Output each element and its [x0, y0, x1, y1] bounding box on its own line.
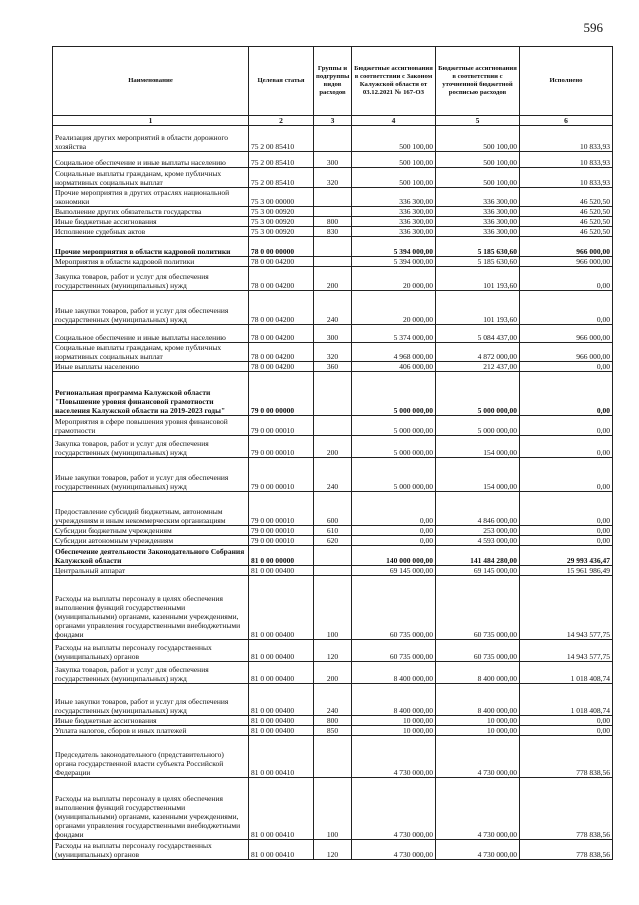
row-target-article: 78 0 00 04200: [249, 343, 314, 362]
row-law-allocation: 336 300,00: [352, 217, 436, 227]
row-revised-allocation: 5 084 437,00: [436, 325, 520, 343]
row-revised-allocation: 212 437,00: [436, 362, 520, 372]
row-revised-allocation: 500 100,00: [436, 168, 520, 188]
row-law-allocation: 5 000 000,00: [352, 372, 436, 416]
row-target-article: 75 2 00 85410: [249, 152, 314, 168]
header-law-allocations: Бюджетные ассигнования в соответствии с Законом Калужской области от 03.12.2021 № 167-ОЗ: [352, 47, 436, 116]
row-executed: 46 520,50: [520, 188, 613, 207]
row-law-allocation: 336 300,00: [352, 227, 436, 237]
row-law-allocation: 4 730 000,00: [352, 840, 436, 860]
row-executed: 46 520,50: [520, 227, 613, 237]
row-name: Расходы на выплаты персоналу в целях обеспечения выполнения функций государственными (муниципальными) органами, казенными учреждениями, органами управления государственными внебюджетными фондами: [53, 778, 249, 840]
row-expense-group: 610: [314, 526, 352, 536]
row-executed: 0,00: [520, 291, 613, 325]
row-target-article: 79 0 00 00000: [249, 372, 314, 416]
row-executed: 0,00: [520, 416, 613, 436]
table-row: [53, 325, 613, 343]
row-revised-allocation: 101 193,60: [436, 267, 520, 291]
header-expense-group: Группы и подгруппы видов расходов: [314, 47, 352, 116]
row-name: Региональная программа Калужской области "Повышение уровня финансовой грамотности населения Калужской области на 2019-2023 годы": [53, 372, 249, 416]
row-expense-group: [314, 416, 352, 436]
table-row: [53, 546, 613, 566]
row-target-article: 79 0 00 00010: [249, 492, 314, 526]
row-revised-allocation: 5 000 000,00: [436, 372, 520, 416]
row-target-article: 78 0 00 04200: [249, 291, 314, 325]
row-executed: 966 000,00: [520, 325, 613, 343]
row-target-article: 81 0 00 00400: [249, 662, 314, 684]
row-executed: 0,00: [520, 436, 613, 458]
table-row: [53, 207, 613, 217]
row-executed: 46 520,50: [520, 217, 613, 227]
row-name: Центральный аппарат: [53, 566, 249, 576]
table-row: [53, 778, 613, 840]
row-target-article: 75 3 00 00920: [249, 207, 314, 217]
row-executed: 0,00: [520, 492, 613, 526]
row-executed: 966 000,00: [520, 237, 613, 257]
row-name: Прочие мероприятия в области кадровой политики: [53, 237, 249, 257]
row-name: Субсидии бюджетным учреждениям: [53, 526, 249, 536]
row-revised-allocation: 10 000,00: [436, 716, 520, 726]
row-law-allocation: 5 394 000,00: [352, 257, 436, 267]
row-revised-allocation: 60 735 000,00: [436, 640, 520, 662]
row-name: Иные закупки товаров, работ и услуг для обеспечения государственных (муниципальных) нужд: [53, 684, 249, 716]
row-law-allocation: 60 735 000,00: [352, 576, 436, 640]
table-row: [53, 436, 613, 458]
header-row: [53, 47, 613, 116]
row-name: Социальное обеспечение и иные выплаты населению: [53, 152, 249, 168]
row-law-allocation: 4 730 000,00: [352, 736, 436, 778]
row-expense-group: 200: [314, 436, 352, 458]
row-name: Мероприятия в области кадровой политики: [53, 257, 249, 267]
table-row: [53, 458, 613, 492]
row-target-article: 78 0 00 04200: [249, 362, 314, 372]
row-expense-group: [314, 237, 352, 257]
table-row: [53, 126, 613, 152]
row-target-article: 75 3 00 00920: [249, 217, 314, 227]
row-expense-group: [314, 257, 352, 267]
table-row: [53, 840, 613, 860]
column-number: 2: [249, 116, 314, 126]
row-law-allocation: 500 100,00: [352, 152, 436, 168]
row-executed: 0,00: [520, 458, 613, 492]
row-target-article: 75 2 00 85410: [249, 168, 314, 188]
table-row: [53, 736, 613, 778]
row-executed: 0,00: [520, 372, 613, 416]
row-name: Исполнение судебных актов: [53, 227, 249, 237]
row-revised-allocation: 5 000 000,00: [436, 416, 520, 436]
row-revised-allocation: 253 000,00: [436, 526, 520, 536]
row-name: Расходы на выплаты персоналу государственных (муниципальных) органов: [53, 640, 249, 662]
table-row: [53, 152, 613, 168]
row-law-allocation: 10 000,00: [352, 716, 436, 726]
row-target-article: 78 0 00 04200: [249, 325, 314, 343]
row-name: Иные закупки товаров, работ и услуг для обеспечения государственных (муниципальных) нужд: [53, 458, 249, 492]
row-revised-allocation: 154 000,00: [436, 458, 520, 492]
row-law-allocation: 5 000 000,00: [352, 436, 436, 458]
row-revised-allocation: 336 300,00: [436, 217, 520, 227]
row-law-allocation: 5 394 000,00: [352, 237, 436, 257]
row-revised-allocation: 4 872 000,00: [436, 343, 520, 362]
row-name: Закупка товаров, работ и услуг для обеспечения государственных (муниципальных) нужд: [53, 267, 249, 291]
table-row: [53, 362, 613, 372]
row-expense-group: 620: [314, 536, 352, 546]
row-target-article: 79 0 00 00010: [249, 416, 314, 436]
row-expense-group: [314, 126, 352, 152]
row-name: Председатель законодательного (представительного) органа государственной власти субъекта Российской Федерации: [53, 736, 249, 778]
row-revised-allocation: 500 100,00: [436, 152, 520, 168]
row-expense-group: 200: [314, 662, 352, 684]
table-row: [53, 566, 613, 576]
row-executed: 0,00: [520, 362, 613, 372]
row-executed: 778 838,56: [520, 736, 613, 778]
row-target-article: 75 3 00 00000: [249, 188, 314, 207]
row-expense-group: 240: [314, 684, 352, 716]
row-name: Выполнение других обязательств государства: [53, 207, 249, 217]
row-law-allocation: 5 000 000,00: [352, 458, 436, 492]
row-expense-group: 800: [314, 716, 352, 726]
row-name: Прочие мероприятия в других отраслях национальной экономики: [53, 188, 249, 207]
row-revised-allocation: 500 100,00: [436, 126, 520, 152]
table-row: [53, 168, 613, 188]
row-law-allocation: 8 400 000,00: [352, 684, 436, 716]
row-name: Социальные выплаты гражданам, кроме публичных нормативных социальных выплат: [53, 343, 249, 362]
row-executed: 778 838,56: [520, 840, 613, 860]
row-expense-group: [314, 546, 352, 566]
page-number: 596: [583, 20, 603, 35]
column-number: 1: [53, 116, 249, 126]
table-row: [53, 536, 613, 546]
row-expense-group: [314, 736, 352, 778]
row-target-article: 81 0 00 00400: [249, 576, 314, 640]
row-name: Предоставление субсидий бюджетным, автономным учреждениям и иным некоммерческим организациям: [53, 492, 249, 526]
row-law-allocation: 4 730 000,00: [352, 778, 436, 840]
row-name: Социальное обеспечение и иные выплаты населению: [53, 325, 249, 343]
row-target-article: 81 0 00 00410: [249, 840, 314, 860]
column-number: 5: [436, 116, 520, 126]
table-row: [53, 662, 613, 684]
row-revised-allocation: 5 185 630,60: [436, 237, 520, 257]
row-target-article: 79 0 00 00010: [249, 458, 314, 492]
column-number: 6: [520, 116, 613, 126]
row-law-allocation: 500 100,00: [352, 126, 436, 152]
row-expense-group: 600: [314, 492, 352, 526]
row-revised-allocation: 69 145 000,00: [436, 566, 520, 576]
row-name: Закупка товаров, работ и услуг для обеспечения государственных (муниципальных) нужд: [53, 436, 249, 458]
column-number: 3: [314, 116, 352, 126]
row-executed: 0,00: [520, 726, 613, 736]
table-row: [53, 372, 613, 416]
row-law-allocation: 406 000,00: [352, 362, 436, 372]
row-law-allocation: 0,00: [352, 536, 436, 546]
row-revised-allocation: 4 846 000,00: [436, 492, 520, 526]
row-expense-group: 100: [314, 576, 352, 640]
row-expense-group: 800: [314, 217, 352, 227]
row-executed: 14 943 577,75: [520, 576, 613, 640]
row-expense-group: 300: [314, 325, 352, 343]
row-name: Мероприятия в сфере повышения уровня финансовой грамотности: [53, 416, 249, 436]
row-target-article: 79 0 00 00010: [249, 436, 314, 458]
table-row: [53, 716, 613, 726]
row-executed: 966 000,00: [520, 343, 613, 362]
row-law-allocation: 20 000,00: [352, 267, 436, 291]
row-law-allocation: 336 300,00: [352, 188, 436, 207]
row-law-allocation: 10 000,00: [352, 726, 436, 736]
row-target-article: 75 3 00 00920: [249, 227, 314, 237]
row-revised-allocation: 336 300,00: [436, 227, 520, 237]
row-expense-group: 120: [314, 840, 352, 860]
row-name: Закупка товаров, работ и услуг для обеспечения государственных (муниципальных) нужд: [53, 662, 249, 684]
row-target-article: 79 0 00 00010: [249, 536, 314, 546]
header-executed: Исполнено: [520, 47, 613, 116]
row-executed: 14 943 577,75: [520, 640, 613, 662]
row-name: Расходы на выплаты персоналу в целях обеспечения выполнения функций государственными (муниципальными) органами, казенными учреждениями, органами управления государственными внебюджетными фондами: [53, 576, 249, 640]
row-target-article: 78 0 00 04200: [249, 257, 314, 267]
table-row: [53, 526, 613, 536]
row-executed: 0,00: [520, 716, 613, 726]
row-revised-allocation: 4 730 000,00: [436, 840, 520, 860]
row-target-article: 81 0 00 00410: [249, 778, 314, 840]
row-expense-group: 300: [314, 152, 352, 168]
row-target-article: 81 0 00 00400: [249, 684, 314, 716]
row-executed: 15 961 986,49: [520, 566, 613, 576]
row-law-allocation: 4 968 000,00: [352, 343, 436, 362]
header-name: Наименование: [53, 47, 249, 116]
row-law-allocation: 60 735 000,00: [352, 640, 436, 662]
row-executed: 29 993 436,47: [520, 546, 613, 566]
table-row: [53, 217, 613, 227]
row-revised-allocation: 336 300,00: [436, 188, 520, 207]
table-row: [53, 416, 613, 436]
row-expense-group: 240: [314, 458, 352, 492]
row-revised-allocation: 8 400 000,00: [436, 662, 520, 684]
row-law-allocation: 69 145 000,00: [352, 566, 436, 576]
row-expense-group: 830: [314, 227, 352, 237]
row-revised-allocation: 4 730 000,00: [436, 778, 520, 840]
row-law-allocation: 140 000 000,00: [352, 546, 436, 566]
row-expense-group: 360: [314, 362, 352, 372]
row-revised-allocation: 60 735 000,00: [436, 576, 520, 640]
row-revised-allocation: 336 300,00: [436, 207, 520, 217]
row-executed: 1 018 408,74: [520, 662, 613, 684]
row-executed: 46 520,50: [520, 207, 613, 217]
row-law-allocation: 0,00: [352, 492, 436, 526]
table-row: [53, 291, 613, 325]
row-law-allocation: 20 000,00: [352, 291, 436, 325]
row-executed: 0,00: [520, 526, 613, 536]
row-revised-allocation: 154 000,00: [436, 436, 520, 458]
row-name: Реализация других мероприятий в области дорожного хозяйства: [53, 126, 249, 152]
table-row: [53, 684, 613, 716]
row-law-allocation: 500 100,00: [352, 168, 436, 188]
row-executed: 0,00: [520, 267, 613, 291]
row-target-article: 75 2 00 85410: [249, 126, 314, 152]
row-expense-group: 320: [314, 343, 352, 362]
row-expense-group: 120: [314, 640, 352, 662]
row-target-article: 78 0 00 00000: [249, 237, 314, 257]
row-executed: 966 000,00: [520, 257, 613, 267]
table-row: [53, 343, 613, 362]
row-revised-allocation: 4 730 000,00: [436, 736, 520, 778]
row-revised-allocation: 4 593 000,00: [436, 536, 520, 546]
row-law-allocation: 5 000 000,00: [352, 416, 436, 436]
table-row: [53, 640, 613, 662]
row-target-article: 78 0 00 04200: [249, 267, 314, 291]
row-name: Иные закупки товаров, работ и услуг для обеспечения государственных (муниципальных) нужд: [53, 291, 249, 325]
table-row: [53, 267, 613, 291]
table-row: [53, 188, 613, 207]
table-row: [53, 576, 613, 640]
row-name: Иные бюджетные ассигнования: [53, 217, 249, 227]
row-target-article: 81 0 00 00400: [249, 726, 314, 736]
row-target-article: 81 0 00 00000: [249, 546, 314, 566]
column-number: 4: [352, 116, 436, 126]
table-row: [53, 237, 613, 257]
row-target-article: 79 0 00 00010: [249, 526, 314, 536]
row-name: Обеспечение деятельности Законодательного Собрания Калужской области: [53, 546, 249, 566]
row-expense-group: 240: [314, 291, 352, 325]
row-name: Расходы на выплаты персоналу государственных (муниципальных) органов: [53, 840, 249, 860]
row-name: Иные бюджетные ассигнования: [53, 716, 249, 726]
row-law-allocation: 5 374 000,00: [352, 325, 436, 343]
row-name: Иные выплаты населению: [53, 362, 249, 372]
table-row: [53, 227, 613, 237]
table-row: [53, 726, 613, 736]
row-target-article: 81 0 00 00400: [249, 566, 314, 576]
table-body: [53, 126, 613, 860]
row-expense-group: [314, 207, 352, 217]
table-row: [53, 492, 613, 526]
column-number-row: [53, 116, 613, 126]
row-executed: 10 833,93: [520, 126, 613, 152]
row-expense-group: 320: [314, 168, 352, 188]
row-name: Социальные выплаты гражданам, кроме публичных нормативных социальных выплат: [53, 168, 249, 188]
row-executed: 1 018 408,74: [520, 684, 613, 716]
row-name: Уплата налогов, сборов и иных платежей: [53, 726, 249, 736]
row-expense-group: 200: [314, 267, 352, 291]
row-revised-allocation: 101 193,60: [436, 291, 520, 325]
row-executed: 0,00: [520, 536, 613, 546]
row-executed: 10 833,93: [520, 168, 613, 188]
row-target-article: 81 0 00 00410: [249, 736, 314, 778]
row-executed: 10 833,93: [520, 152, 613, 168]
budget-table: [52, 46, 613, 860]
row-law-allocation: 336 300,00: [352, 207, 436, 217]
row-law-allocation: 8 400 000,00: [352, 662, 436, 684]
row-revised-allocation: 10 000,00: [436, 726, 520, 736]
row-executed: 778 838,56: [520, 778, 613, 840]
row-expense-group: [314, 372, 352, 416]
row-expense-group: 850: [314, 726, 352, 736]
row-law-allocation: 0,00: [352, 526, 436, 536]
row-revised-allocation: 8 400 000,00: [436, 684, 520, 716]
row-target-article: 81 0 00 00400: [249, 640, 314, 662]
header-revised-allocations: Бюджетные ассигнования в соответствии с уточненной бюджетной росписью расходов: [436, 47, 520, 116]
row-expense-group: [314, 188, 352, 207]
table-row: [53, 257, 613, 267]
row-revised-allocation: 141 484 280,00: [436, 546, 520, 566]
row-target-article: 81 0 00 00400: [249, 716, 314, 726]
header-target-article: Целевая статья: [249, 47, 314, 116]
row-expense-group: 100: [314, 778, 352, 840]
row-name: Субсидии автономным учреждениям: [53, 536, 249, 546]
row-revised-allocation: 5 185 630,60: [436, 257, 520, 267]
row-expense-group: [314, 566, 352, 576]
